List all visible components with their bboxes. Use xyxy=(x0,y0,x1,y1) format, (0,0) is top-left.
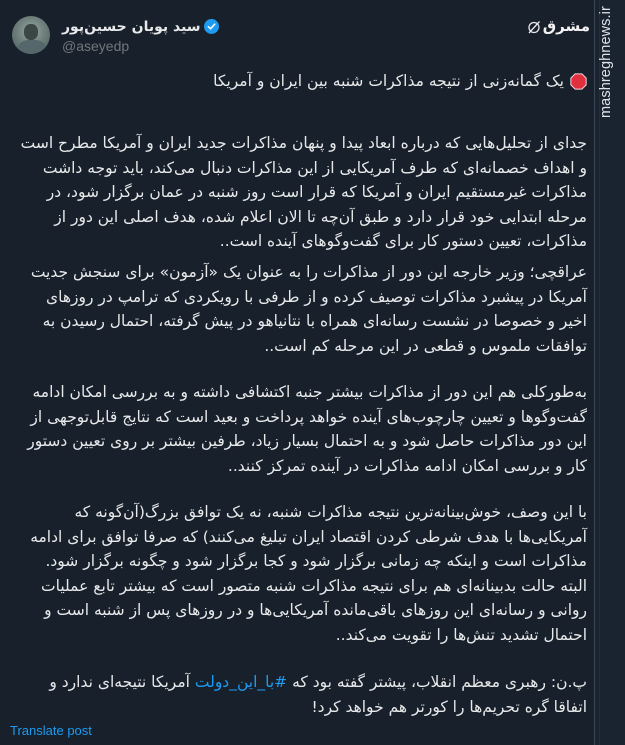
footnote-text-after: آمریکا نتیجه‌ای ندارد و اتفاقا گره تحریم‌ها را کورتر هم خواهد کرد! xyxy=(49,673,587,716)
footnote-paragraph xyxy=(20,670,587,719)
paragraph-1: جدای از تحلیل‌هایی که درباره ابعاد پیدا و پنهان مذاکرات جدید ایران و آمریکا مطرح است و اهداف خصمانه‌ای که طرف آمریکایی از این مذاکرات دنبال می‌کند، باید توجه داشت مذاکرات غیرمستقیم ایران و آمریکا که قرار است روز شنبه در عمان برگزار شود، در مرحله ابتدایی خود قرار دارد و طبق آن‌چه تا الان اعلام شده، هدف اصلی این دور از مذاکرات، تعیین دستور کار برای گفت‌وگوهای آینده است.. xyxy=(20,134,587,250)
mashregh-logo: مشرق xyxy=(542,17,590,35)
post-title xyxy=(20,70,587,92)
avatar[interactable] xyxy=(12,16,50,54)
paragraph-2: عراقچی؛ وزیر خارجه این دور از مذاکرات را به عنوان یک «آزمون» برای سنجش جدیت آمریکا در پیشبرد مذاکرات توصیف کرده و از طرفی با رویکردی که ترامپ در روزهای اخیر و خصوصا در نشست رسانه‌ای همراه با نتانیاهو در پیش گرفته، احتمال رسیدن به توافقات ملموس و قطعی در این مرحله کم است.. xyxy=(30,263,587,355)
author-display-name[interactable]: سید پویان حسین‌پور xyxy=(62,18,201,35)
author-info xyxy=(62,17,219,54)
verified-badge-icon xyxy=(204,19,219,34)
translate-post-link[interactable]: Translate post xyxy=(10,723,92,738)
paragraph-4: با این وصف، خوش‌بینانه‌ترین نتیجه مذاکرات شنبه، نه یک توافق بزرگ(آن‌گونه که آمریکایی‌ها با هدف شرطی کردن اقتصاد ایران تبلیغ می‌کنند) که صرفا توافق برای ادامه مذاکرات است و اینکه چه زمانی برگزار شود و کجا برگزار شود و چگونه برگزار شود. البته حالت بدبینانه‌ای هم برای نتیجه مذاکرات شنبه متصور است که بیشتر تابع عملیات روانی و رسانه‌ای این روزهای باقی‌مانده آمریکایی‌ها و در روزهای پس از شنبه است و احتمال تشدید تنش‌ها را تقویت می‌کند.. xyxy=(30,503,587,644)
avatar-body xyxy=(18,40,46,54)
name-row xyxy=(62,17,219,37)
author-handle[interactable]: @aseyedp xyxy=(62,37,130,54)
post-title-text: یک گمانه‌زنی از نتیجه مذاکرات شنبه بین ایران و آمریکا xyxy=(213,72,564,90)
avatar-head xyxy=(24,24,38,40)
post-text xyxy=(20,70,587,716)
site-watermark: mashreghnews.ir xyxy=(598,6,614,118)
x-logo-icon xyxy=(527,20,541,34)
hashtag-link[interactable]: #با_این_دولت xyxy=(194,673,288,691)
watermark-strip xyxy=(594,0,625,745)
post-author[interactable] xyxy=(12,14,219,56)
stop-sign-icon xyxy=(570,73,587,90)
footnote-text-before: پ.ن: رهبری معظم انقلاب، پیشتر گفته بود که xyxy=(287,673,587,691)
paragraph-3: به‌طورکلی هم این دور از مذاکرات بیشتر جنبه اکتشافی داشته و به بررسی امکان ادامه گفت‌وگوها و تعیین چارچوب‌های آینده خواهد پرداخت و بعید است که نتایج قابل‌توجهی از این دور مذاکرات حاصل شود و به احتمال بسیار زیاد، طرفین بیشتر بر روی تعیین دستور کار و بررسی امکان ادامه مذاکرات در آینده تمرکز کنند.. xyxy=(27,383,587,475)
